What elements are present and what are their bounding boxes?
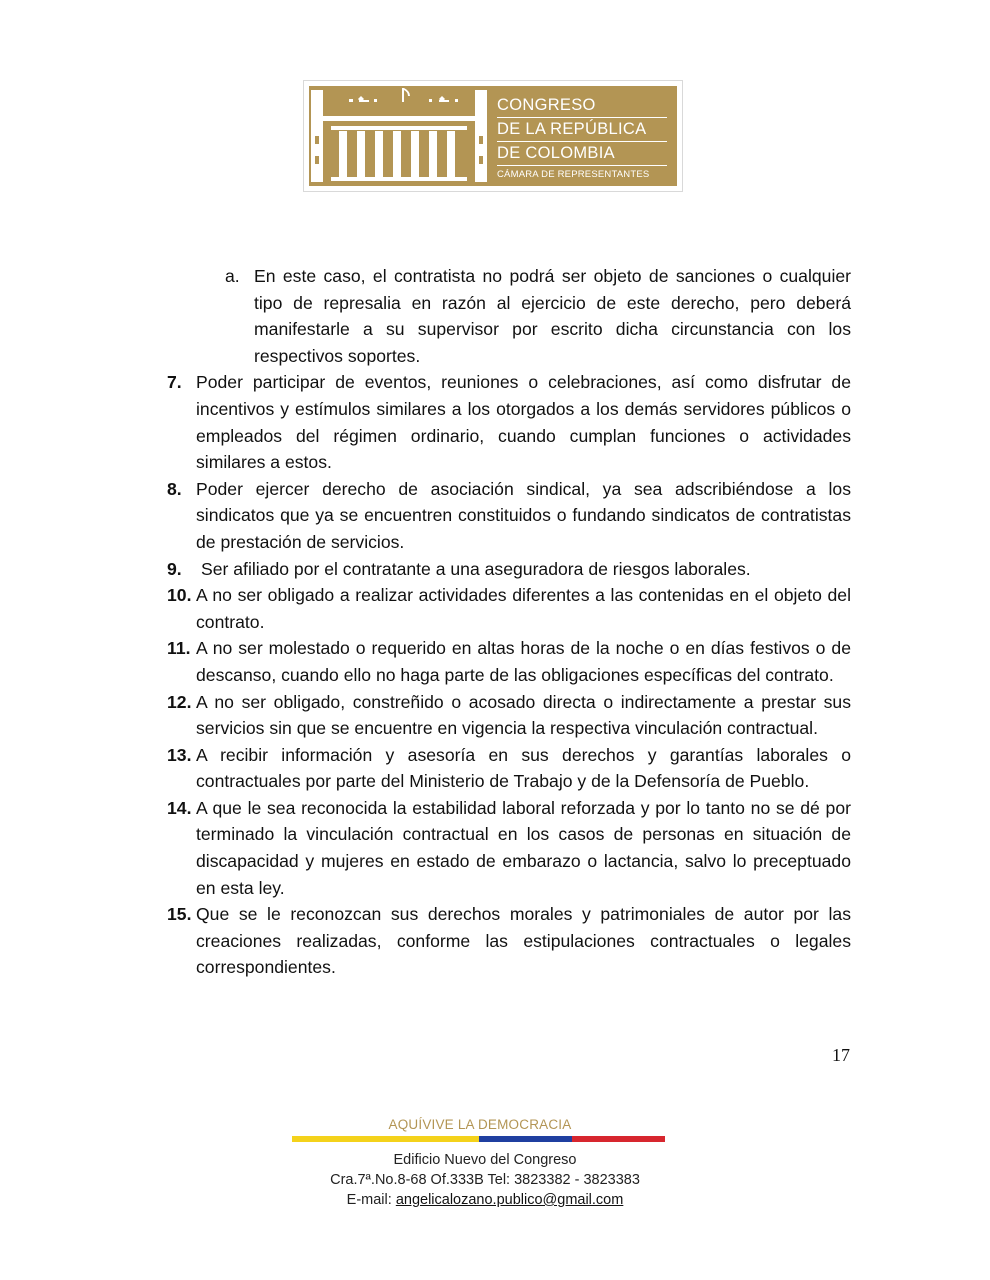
logo-text [497, 94, 667, 183]
footer-address: Cra.7ª.No.8-68 Of.333B Tel: 3823382 - 3823383 [330, 1172, 640, 1188]
colombian-flag-bar [292, 1136, 665, 1142]
list-item-text: En este caso, el contratista no podrá ser objeto de sanciones o cualquier tipo de represalia en razón al ejercicio de este derecho, pero deberá manifestarle a su supervisor por escrito dicha circunstancia con los respectivos soportes. [254, 266, 851, 366]
page-number: 17 [832, 1045, 850, 1065]
list-item-text: A no ser obligado, constreñido o acosado directa o indirectamente a prestar sus servicios sin que se encuentre en vigencia la respectiva vinculación contractual. [196, 691, 851, 739]
logo-background [309, 86, 677, 186]
list-item [167, 556, 851, 583]
list-item-text: A no ser obligado a realizar actividades diferentes a las contenidas en el objeto del contrato. [196, 585, 851, 632]
list-item-text: Poder participar de eventos, reuniones o celebraciones, así como disfrutar de incentivos y estímulos similares a los otorgados a los demás servidores públicos o empleados del régimen ordinario, cuando cumplan funciones o actividades similares a estos. [196, 372, 851, 473]
footer-building: Edificio Nuevo del Congreso [393, 1152, 577, 1168]
list-item-text: Que se le reconozcan sus derechos morales y patrimoniales de autor por las creaciones realizadas, conforme las estipulaciones contractuales o legales correspondientes. [196, 904, 851, 978]
list-item-number: 10. [167, 585, 192, 606]
congress-logo [303, 80, 683, 192]
list-item-text: A recibir información y asesoría en sus derechos y garantías laborales o contractuales por parte del Ministerio de Trabajo y de la Defensoría de Pueblo. [196, 744, 851, 792]
list-item-marker: a. [225, 266, 240, 286]
list-item-text: A que le sea reconocida la estabilidad laboral reforzada y por lo tanto no se dé por terminado la vinculación contractual en los casos de personas en situación de discapacidad y mujeres en estado de embarazo o lactancia, salvo lo preceptuado en esta ley. [196, 797, 851, 898]
footer-contact [292, 1150, 678, 1210]
list-item-number: 13. [167, 744, 192, 765]
list-item-number: 12. [167, 691, 192, 712]
list-item-number: 8. [167, 478, 182, 499]
list-item [167, 901, 851, 981]
list-item [167, 476, 851, 556]
list-item-number: 7. [167, 372, 182, 393]
document-body [0, 263, 990, 981]
footer-email-link[interactable]: angelicalozano.publico@gmail.com [395, 1192, 624, 1208]
list-item-number: 14. [167, 797, 192, 818]
footer-email-line [292, 1190, 678, 1210]
list-item [167, 689, 851, 742]
list-item [167, 742, 851, 795]
logo-line-1: CONGRESO [497, 94, 667, 118]
list-item-number: 11. [167, 638, 191, 659]
list-item-text: A no ser molestado o requerido en altas horas de la noche o en días festivos o de descanso, cuando ello no haga parte de las obligaciones específicas del contrato. [196, 638, 851, 685]
logo-line-3: DE COLOMBIA [497, 142, 667, 166]
footer-slogan: AQUÍVIVE LA DEMOCRACIA [388, 1117, 572, 1132]
list-item-number: 9. [167, 558, 182, 579]
list-item [167, 795, 851, 901]
list-item [167, 369, 851, 475]
flag-red-stripe [572, 1136, 665, 1142]
footer-email-label: E-mail: [346, 1192, 396, 1208]
flag-blue-stripe [479, 1136, 572, 1142]
list-item-text: Ser afiliado por el contratante a una aseguradora de riesgos laborales. [201, 558, 751, 579]
list-item-number: 15. [167, 904, 192, 925]
logo-subtitle: CÁMARA DE REPRESENTANTES [497, 169, 650, 180]
flag-yellow-stripe [292, 1136, 479, 1142]
logo-line-2: DE LA REPÚBLICA [497, 118, 667, 142]
list-item-text: Poder ejercer derecho de asociación sindical, ya sea adscribiéndose a los sindicatos que ya se encuentren constituidos o fundando sindicatos de contratistas de prestación de servicios. [196, 478, 851, 552]
list-item [167, 582, 851, 635]
list-item [225, 263, 851, 369]
list-item [167, 635, 851, 688]
capitol-building-icon [309, 86, 489, 186]
